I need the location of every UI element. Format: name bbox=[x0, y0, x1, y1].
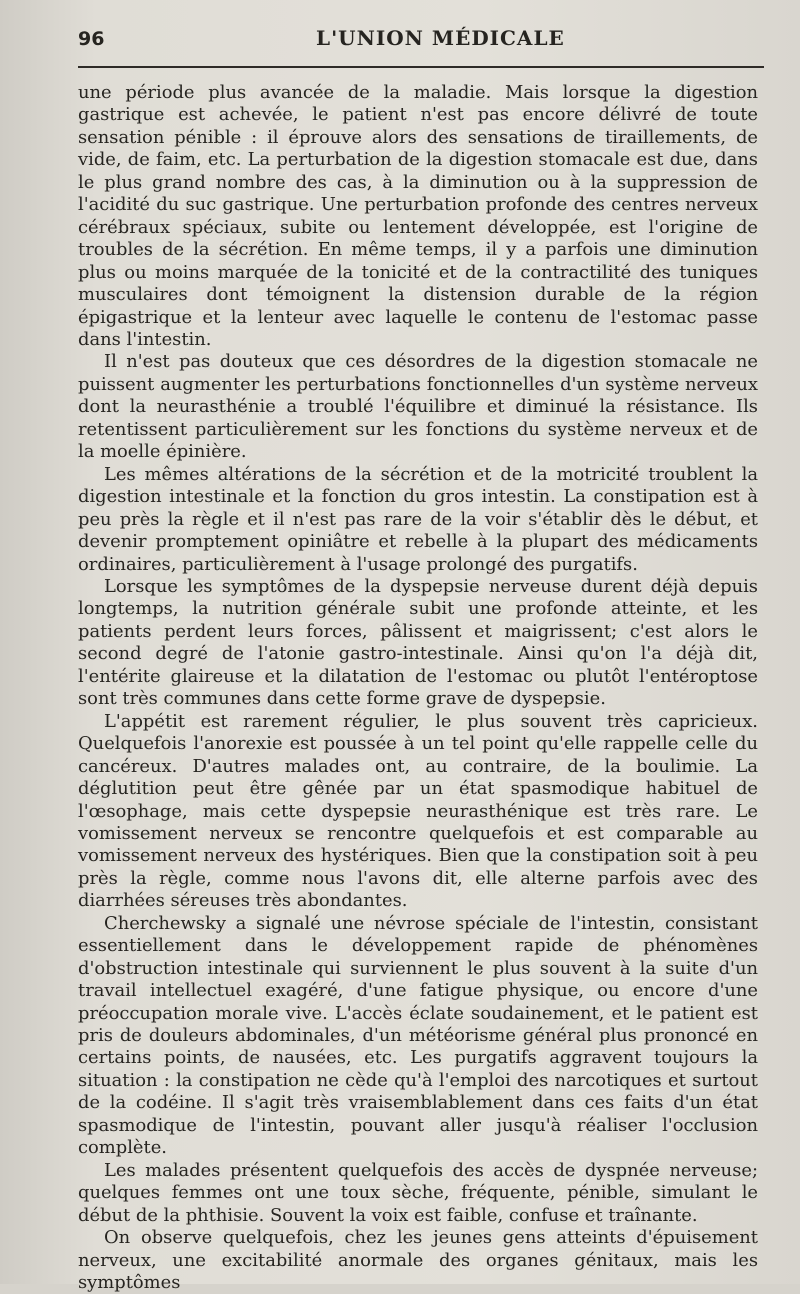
page-header bbox=[78, 22, 758, 56]
paragraph: Les malades présentent quelquefois des accès de dyspnée nerveuse; quelques femmes ont une toux sèche, fréquente, pénible, simulant le début de la phthisie. Souvent la voix est faible, confuse et traînante. bbox=[78, 1159, 758, 1226]
paragraph: Les mêmes altérations de la sécrétion et de la motricité troublent la digestion intestinale et la fonction du gros intestin. La constipation est à peu près la règle et il n'est pas rare de la voir s'établir dès le début, et devenir promptement opiniâtre et rebelle à la plupart des médicaments ordinaires, particulièrement à l'usage prolongé des purgatifs. bbox=[78, 463, 758, 575]
body-text bbox=[78, 82, 758, 1294]
paragraph: L'appétit est rarement régulier, le plus souvent très capricieux. Quelquefois l'anorexie est poussée à un tel point qu'elle rappelle celle du cancéreux. D'autres malades ont, au contraire, de la boulimie. La déglutition peut être gênée par un état spasmodique habituel de l'œsophage, mais cette dyspepsie neurasthénique est très rare. Le vomissement nerveux se rencontre quelquefois et est comparable au vomissement nerveux des hystériques. Bien que la constipation soit à peu près la règle, comme nous l'avons dit, elle alterne parfois avec des diarrhées séreuses très abondantes. bbox=[78, 710, 758, 912]
paragraph: Il n'est pas douteux que ces désordres de la digestion stomacale ne puissent augmenter les perturbations fonctionnelles d'un système nerveux dont la neurasthénie a troublé l'équilibre et diminué la résistance. Ils retentissent particulièrement sur les fonctions du système nerveux et de la moelle épinière. bbox=[78, 351, 758, 463]
paragraph: Cherchewsky a signalé une névrose spéciale de l'intestin, consistant essentiellement dans le développement rapide de phénomènes d'obstruction intestinale qui surviennent le plus souvent à la suite d'un travail intellectuel exagéré, d'une fatigue physique, ou encore d'une préoccupation morale vive. L'accès éclate soudainement, et le patient est pris de douleurs abdominales, d'un météorisme général plus prononcé en certains points, de nausées, etc. Les purgatifs aggravent toujours la situation : la constipation ne cède qu'à l'emploi des narcotiques et surtout de la codéine. Il s'agit très vraisemblablement dans ces faits d'un état spasmodique de l'intestin, pouvant aller jusqu'à réaliser l'occlusion complète. bbox=[78, 912, 758, 1159]
paragraph: Lorsque les symptômes de la dyspepsie nerveuse durent déjà depuis longtemps, la nutrition générale subit une profonde atteinte, et les patients perdent leurs forces, pâlissent et maigrissent; c'est alors le second degré de l'atonie gastro-intestinale. Ainsi qu'on l'a déjà dit, l'entérite glaireuse et la dilatation de l'estomac ou plutôt l'entéroptose sont très communes dans cette forme grave de dyspepsie. bbox=[78, 575, 758, 710]
paragraph: une période plus avancée de la maladie. Mais lorsque la digestion gastrique est achevée, le patient n'est pas encore délivré de toute sensation pénible : il éprouve alors des sensations de tiraillements, de vide, de faim, etc. La perturbation de la digestion stomacale est due, dans le plus grand nombre des cas, à la diminution ou à la suppression de l'acidité du suc gastrique. Une perturbation profonde des centres nerveux cérébraux spéciaux, subite ou lentement développée, est l'origine de troubles de la sécrétion. En même temps, il y a parfois une diminution plus ou moins marquée de la tonicité et de la contractilité des tuniques musculaires dont témoignent la distension durable de la région épigastrique et la lenteur avec laquelle le contenu de l'estomac passe dans l'intestin. bbox=[78, 82, 758, 350]
paragraph: On observe quelquefois, chez les jeunes gens atteints d'épuisement nerveux, une excitabilité anormale des organes génitaux, mais les symptômes bbox=[78, 1227, 758, 1294]
running-head: L'UNION MÉDICALE bbox=[316, 26, 565, 50]
header-rule bbox=[78, 66, 764, 68]
page-number: 96 bbox=[78, 28, 105, 50]
